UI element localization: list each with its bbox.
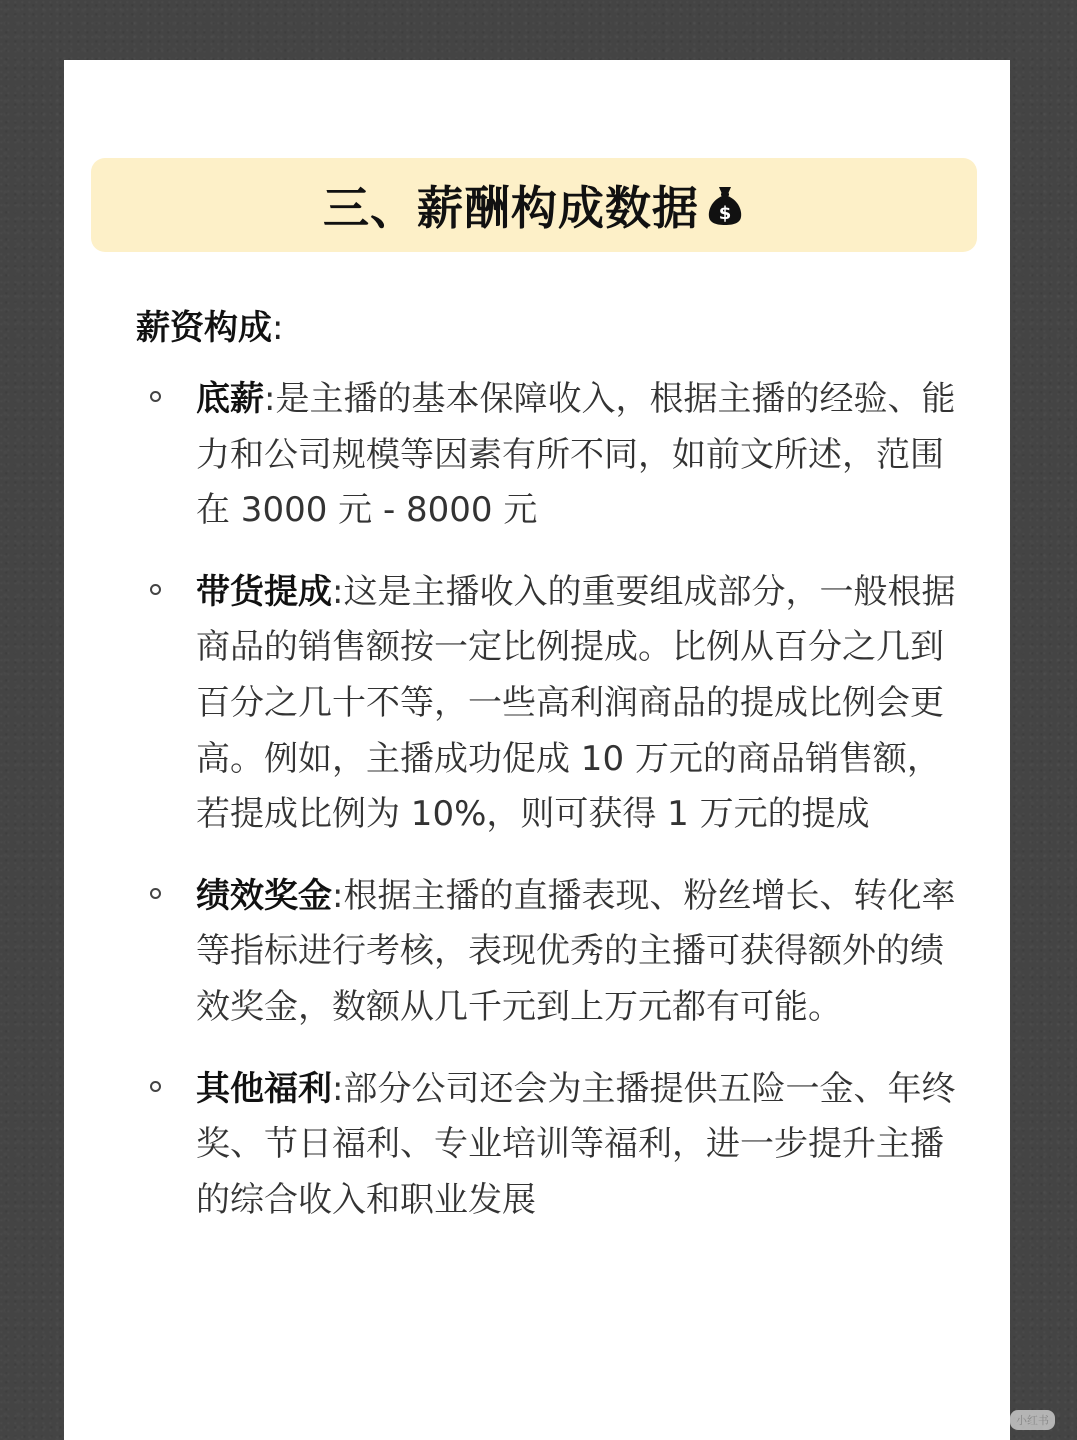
title-banner <box>91 158 977 252</box>
item-text: 部分公司还会为主播提供五险一金、年终奖、节日福利、专业培训等福利，进一步提升主播的综合收入和职业发展 <box>196 1068 956 1220</box>
item-text: 根据主播的直播表现、粉丝增长、转化率等指标进行考核，表现优秀的主播可获得额外的绩效奖金，数额从几千元到上万元都有可能。 <box>196 875 956 1027</box>
section-heading-colon: : <box>272 308 284 348</box>
list-item-other-benefits <box>136 1062 956 1229</box>
salary-items-list <box>136 372 956 1254</box>
list-item-performance-bonus <box>136 869 956 1036</box>
document-page <box>64 60 1010 1440</box>
item-term: 带货提成 <box>196 571 332 612</box>
item-term: 底薪 <box>196 379 264 419</box>
item-separator: : <box>264 379 276 419</box>
bullet-icon <box>150 391 161 402</box>
item-text: 这是主播收入的重要组成部分，一般根据商品的销售额按一定比例提成。比例从百分之几到百分之几十不等，一些高利润商品的提成比例会更高。例如，主播成功促成 10 万元的商品销售额，若提成比例为 10%，则可获得 1 万元的提成 <box>196 571 956 835</box>
money-bag-icon <box>705 183 745 227</box>
item-term: 其他福利 <box>196 1068 332 1109</box>
bullet-icon <box>150 1081 161 1092</box>
item-separator: : <box>332 875 344 916</box>
item-separator: : <box>332 571 344 612</box>
page-title: 三、薪酬构成数据 <box>323 181 699 235</box>
svg-text:$: $ <box>718 203 732 224</box>
list-item-base-salary <box>136 372 956 539</box>
list-item-sales-commission <box>136 565 956 843</box>
item-term: 绩效奖金 <box>196 875 332 916</box>
bullet-icon <box>150 584 161 595</box>
item-separator: : <box>332 1068 344 1109</box>
section-heading <box>136 300 283 349</box>
section-heading-label: 薪资构成 <box>136 308 272 348</box>
watermark-logo: 小红书 <box>1010 1410 1055 1430</box>
item-text: 是主播的基本保障收入，根据主播的经验、能力和公司规模等因素有所不同，如前文所述，范围在 3000 元 - 8000 元 <box>196 379 956 531</box>
bullet-icon <box>150 888 161 899</box>
